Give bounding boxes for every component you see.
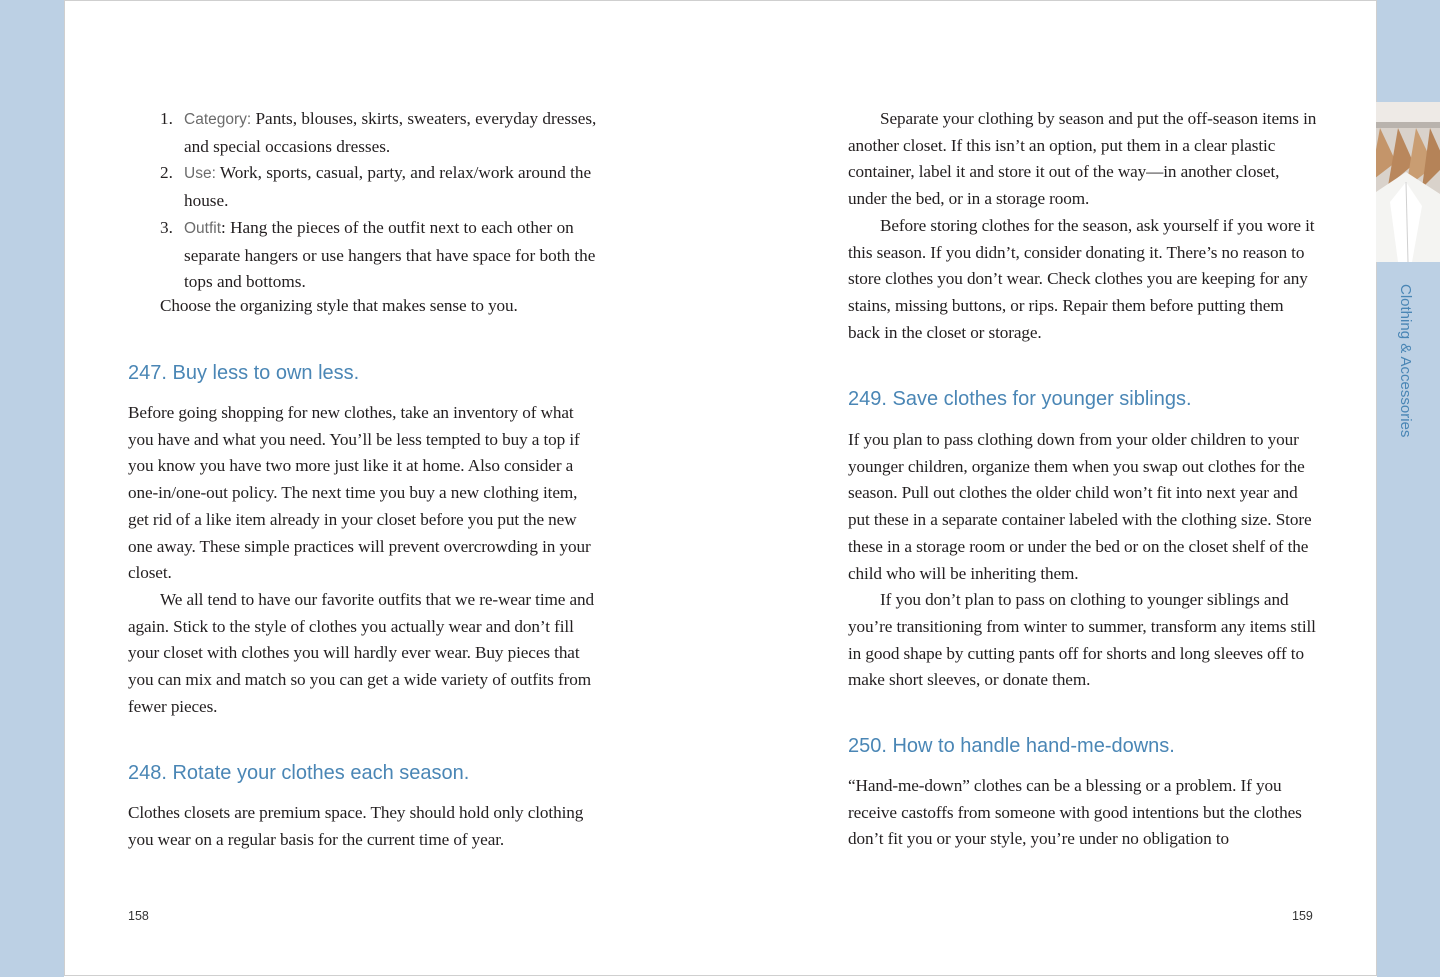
- heading-248: 248. Rotate your clothes each season.: [128, 762, 470, 784]
- heading-250: 250. How to handle hand-me-downs.: [848, 735, 1175, 757]
- paragraph: If you don’t plan to pass on clothing to younger siblings and you’re transitioning from winter to summer, transform any items still in good shape by cutting pants off for shorts and long sleeves off to make short sleeves, or donate them.: [848, 590, 1316, 690]
- closet-hangers-photo: [1376, 102, 1440, 262]
- paragraph: “Hand-me-down” clothes can be a blessing or a problem. If you receive castoffs from someone with good intentions but the clothes don’t fit you or your style, you’re under no obligation to: [848, 776, 1302, 849]
- chapter-tab-label: Clothing & Accessories: [1397, 284, 1414, 438]
- list-term: Category:: [184, 111, 252, 128]
- page-number-right: 159: [1292, 909, 1313, 923]
- list-number: 3.: [160, 217, 173, 237]
- list-text: : Hang the pieces of the outfit next to each other on separate hangers or use hangers that have space for both the tops and bottoms.: [184, 217, 596, 292]
- paragraph: Before storing clothes for the season, ask yourself if you wore it this season. If you didn’t, consider donating it. There’s no reason to store clothes you don’t wear. Check clothes you are keeping for any stains, missing buttons, or rips. Repair them before putting them back in the closet or storage.: [848, 215, 1315, 342]
- section-249-body: [848, 427, 1318, 694]
- list-item: [128, 160, 598, 214]
- page-number-left: 158: [128, 909, 149, 923]
- paragraph: Before going shopping for new clothes, take an inventory of what you have and what you need. You’ll be less tempted to buy a top if you know you have two more just like it at home. Also consider a one-in/one-out policy. The next time you buy a new clothing item, get rid of a like item already in your closet before you put the new one away. These simple practices will prevent overcrowding in your closet.: [128, 403, 591, 583]
- list-text: Pants, blouses, skirts, sweaters, everyday dresses, and special occasions dresses.: [184, 109, 597, 156]
- list-term: Outfit: [184, 219, 222, 237]
- heading-249: 249. Save clothes for younger siblings.: [848, 388, 1192, 410]
- list-item: [128, 106, 598, 160]
- heading-247: 247. Buy less to own less.: [128, 362, 360, 384]
- paragraph: Clothes closets are premium space. They should hold only clothing you wear on a regular basis for the current time of year.: [128, 803, 584, 849]
- organizing-list: [128, 106, 598, 296]
- paragraph: Separate your clothing by season and put the off-season items in another closet. If this isn’t an option, put them in a clear plastic container, label it and store it out of the way—in another closet, under the bed, or in a storage room.: [848, 109, 1317, 209]
- hangers-illustration: [1376, 102, 1440, 262]
- section-247-body: [128, 400, 598, 720]
- season-storage-body: [848, 106, 1318, 346]
- list-item: [128, 215, 598, 296]
- list-term: Use:: [184, 165, 216, 183]
- list-text: Work, sports, casual, party, and relax/work around the house.: [184, 163, 592, 211]
- paragraph: If you plan to pass clothing down from your older children to your younger children, organize them when you swap out clothes for the season. Pull out clothes the older child won’t fit into next year and put these in a separate container labeled with the clothing size. Store these in a storage room or under the bed or on the closet shelf of the child who will be inheriting them.: [848, 430, 1312, 583]
- list-number: 1.: [160, 109, 173, 128]
- list-number: 2.: [160, 163, 173, 183]
- list-closing-text: Choose the organizing style that makes sense to you.: [160, 296, 518, 315]
- left-margin-band: [0, 0, 64, 977]
- paragraph: We all tend to have our favorite outfits that we re-wear time and again. Stick to the style of clothes you actually wear and don’t fill your closet with clothes you will hardly ever wear. Buy pieces that you can mix and match so you can get a wide variety of outfits from fewer pieces.: [128, 589, 595, 716]
